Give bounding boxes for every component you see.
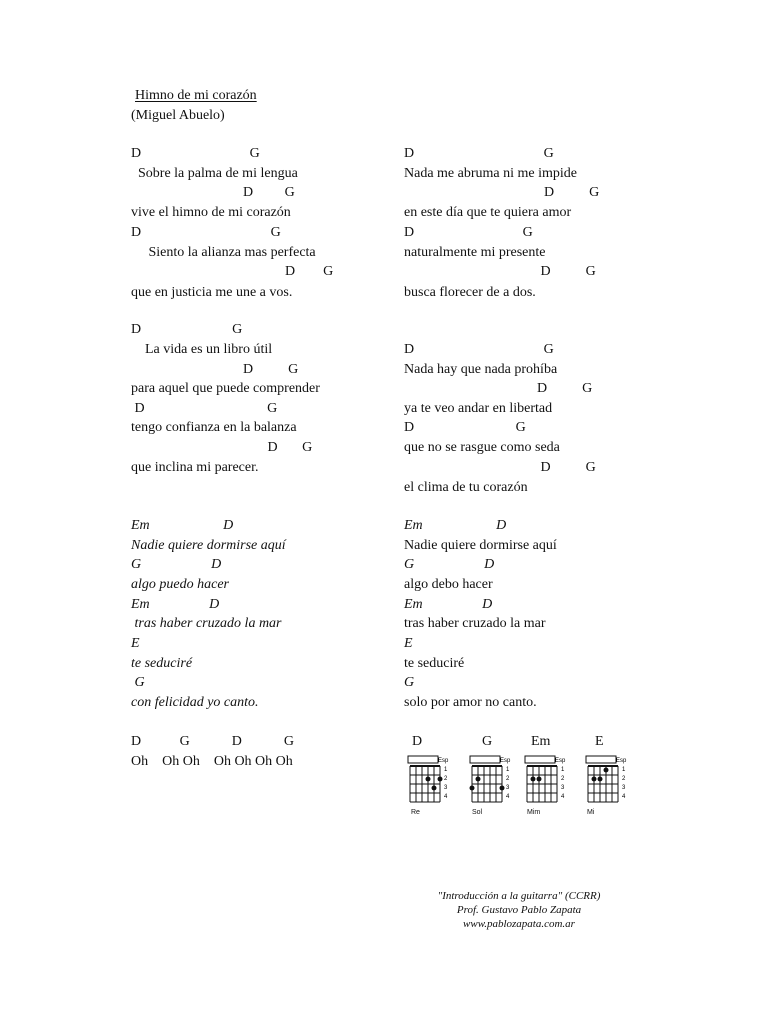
chord-line: Em D xyxy=(404,597,493,612)
chord-tag: Esp xyxy=(500,758,511,764)
chord-line: D G xyxy=(131,362,299,377)
website: www.pablozapata.com.ar xyxy=(463,918,575,930)
svg-text:4: 4 xyxy=(444,794,448,800)
chord-tag: Esp xyxy=(438,758,449,764)
chord-e-diagram-icon xyxy=(582,752,634,808)
lyric-line: Oh Oh Oh Oh Oh Oh Oh xyxy=(131,754,293,769)
chord-line: G xyxy=(404,675,415,690)
svg-text:2: 2 xyxy=(561,776,565,782)
lyric-line: busca florecer de a dos. xyxy=(404,285,536,300)
chord-line: D G xyxy=(131,185,295,200)
svg-text:3: 3 xyxy=(506,785,510,791)
lyric-line: que en justicia me une a vos. xyxy=(131,285,293,300)
chord-line: D G xyxy=(131,401,278,416)
svg-text:2: 2 xyxy=(506,776,510,782)
svg-text:3: 3 xyxy=(622,785,626,791)
svg-text:3: 3 xyxy=(561,785,565,791)
svg-text:4: 4 xyxy=(561,794,565,800)
svg-text:1: 1 xyxy=(622,767,626,773)
svg-text:4: 4 xyxy=(506,794,510,800)
svg-text:1: 1 xyxy=(561,767,565,773)
chord-em-diagram-icon xyxy=(521,752,573,808)
chord-diagram-name: E xyxy=(595,734,604,749)
chord-line: D G xyxy=(131,440,313,455)
chord-tag: Esp xyxy=(555,758,566,764)
lyric-line: con felicidad yo canto. xyxy=(131,695,259,710)
svg-text:4: 4 xyxy=(622,794,626,800)
lyric-line: algo puedo hacer xyxy=(131,577,229,592)
chord-tag: Esp xyxy=(616,758,627,764)
lyric-line: el clima de tu corazón xyxy=(404,480,528,495)
svg-text:2: 2 xyxy=(622,776,626,782)
chord-line: D G xyxy=(404,225,533,240)
chord-line: D G xyxy=(404,420,526,435)
lyric-line: Nadie quiere dormirse aquí xyxy=(404,538,557,553)
chord-g-diagram-icon xyxy=(466,752,518,808)
chord-diagram-label: Sol xyxy=(472,809,483,816)
chord-line: D G D G xyxy=(131,734,294,749)
lyric-line: algo debo hacer xyxy=(404,577,493,592)
chord-line: D G xyxy=(404,342,554,357)
chord-line: D G xyxy=(131,146,260,161)
chord-diagram-label: Mim xyxy=(527,809,541,816)
lyric-line: que no se rasgue como seda xyxy=(404,440,560,455)
song-author: (Miguel Abuelo) xyxy=(131,108,225,123)
lyric-line: para aquel que puede comprender xyxy=(131,381,320,396)
lyric-line: Nada hay que nada prohíba xyxy=(404,362,558,377)
chord-line: D G xyxy=(404,460,596,475)
chord-line: G D xyxy=(404,557,495,572)
lyric-line: tras haber cruzado la mar xyxy=(131,616,282,631)
chord-line: D G xyxy=(131,264,334,279)
course-name: "Introducción a la guitarra" (CCRR) xyxy=(437,890,601,902)
chord-diagram-name: Em xyxy=(531,734,551,749)
lyric-line: vive el himno de mi corazón xyxy=(131,205,291,220)
chord-diagram-label: Re xyxy=(411,809,420,816)
chord-line: D G xyxy=(131,225,281,240)
lyric-line: solo por amor no canto. xyxy=(404,695,537,710)
lyric-line: ya te veo andar en libertad xyxy=(404,401,553,416)
teacher-name: Prof. Gustavo Pablo Zapata xyxy=(456,904,582,916)
lyric-line: que inclina mi parecer. xyxy=(131,460,259,475)
lyric-line: te seduciré xyxy=(131,656,193,671)
chord-diagram-name: G xyxy=(482,734,493,749)
lyric-line: te seduciré xyxy=(404,656,465,671)
lyric-line: La vida es un libro útil xyxy=(131,342,273,357)
chord-line: D G xyxy=(404,381,593,396)
lyric-line: en este día que te quiera amor xyxy=(404,205,572,220)
chord-line: D G xyxy=(404,264,596,279)
lyric-line: tras haber cruzado la mar xyxy=(404,616,546,631)
chord-line: D G xyxy=(131,322,243,337)
svg-text:1: 1 xyxy=(444,767,448,773)
lyric-line: Siento la alianza mas perfecta xyxy=(131,245,316,260)
svg-text:3: 3 xyxy=(444,785,448,791)
chord-diagram-label: Mi xyxy=(587,809,595,816)
chord-line: G xyxy=(131,675,145,690)
chord-line: Em D xyxy=(404,518,507,533)
lyric-line: Nada me abruma ni me impide xyxy=(404,166,577,181)
lyric-line: tengo confianza en la balanza xyxy=(131,420,297,435)
chord-line: E xyxy=(131,636,140,651)
chord-line: Em D xyxy=(131,597,220,612)
lyric-line: Sobre la palma de mi lengua xyxy=(131,166,298,181)
chord-line: D G xyxy=(404,185,600,200)
chord-d-diagram-icon xyxy=(404,752,456,808)
chord-diagram-name: D xyxy=(412,734,423,749)
lyric-line: naturalmente mi presente xyxy=(404,245,546,260)
lyric-line: Nadie quiere dormirse aquí xyxy=(131,538,286,553)
chord-line: E xyxy=(404,636,413,651)
svg-text:2: 2 xyxy=(444,776,448,782)
chord-line: D G xyxy=(404,146,554,161)
svg-text:1: 1 xyxy=(506,767,510,773)
song-title: Himno de mi corazón xyxy=(135,88,257,103)
chord-line: G D xyxy=(131,557,222,572)
chord-line: Em D xyxy=(131,518,234,533)
